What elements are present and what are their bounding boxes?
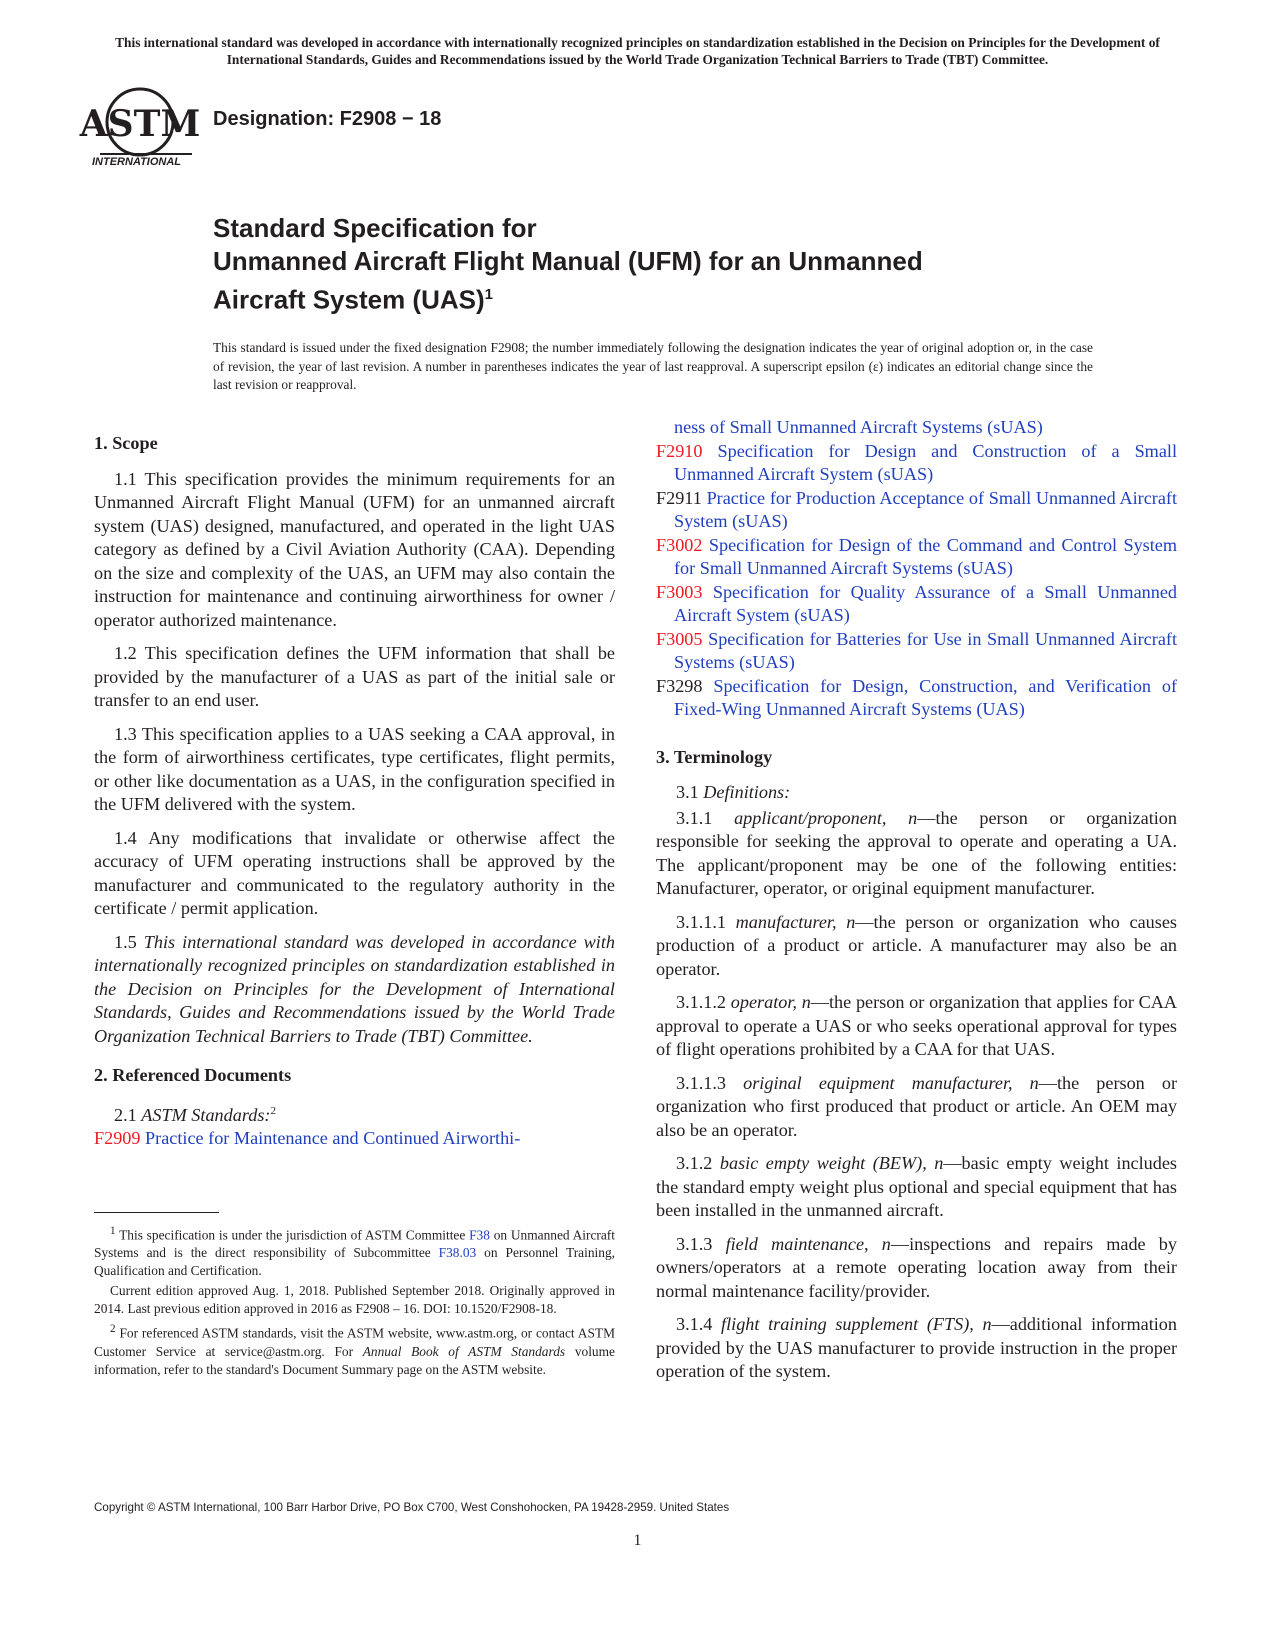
definition-term: operator, n [730, 992, 811, 1012]
definition-number: 3.1.2 [676, 1153, 713, 1173]
committee-link[interactable]: F38 [469, 1227, 490, 1243]
scope-paragraph-1-1: 1.1 This specification provides the minimum requirements for an Unmanned Aircraft Flight Manual (UFM) for an unmanned aircraft system (UAS) designed, manufactured, and operated in the light UAS category as defined by a Civil Aviation Authority (CAA). Depending on the size and complexity of the UAS, an UFM may also contain the instruction for maintenance and continuing airworthiness for owner / operator authorized maintenance. [94, 468, 615, 630]
section-heading-referenced-documents: 2. Referenced Documents [94, 1065, 292, 1085]
definition-3-1-2 [656, 1152, 1177, 1223]
definition-text: —the person or organization who causes production of a product or article. A manufacturer may also be an operator. [656, 911, 1177, 979]
definition-3-1-4 [656, 1313, 1177, 1384]
reference-title[interactable]: Specification for Design and Construction of a Small Unmanned Aircraft System (sUAS) [674, 440, 1178, 484]
definition-number: 3.1.1.1 [676, 911, 727, 932]
footnote-marker: 2 [110, 1323, 116, 1336]
scope-paragraph-1-3: 1.3 This specification applies to a UAS seeking a CAA approval, in the form of airworthiness certificates, type certificates, flight permits, or other like documentation as a UAS, in the configuration specified in the UFM delivered with the system. [94, 723, 615, 814]
definition-text: —the person or organization who first produced that product or article. An OEM may also be an operator. [656, 1072, 1178, 1140]
scope-paragraph-1-2: 1.2 This specification defines the UFM information that shall be provided by the manufacturer of a UAS as part of the initial sale or transfer to an end user. [94, 643, 615, 710]
reference-code[interactable]: F2909 [94, 1128, 141, 1149]
reference-title[interactable]: Practice for Maintenance and Continued Airworthi- [145, 1128, 521, 1149]
definition-number: 3.1.3 [676, 1233, 713, 1254]
footnote-text: on Personnel Training, Qualification and Certification. [94, 1245, 615, 1279]
reference-code[interactable]: F2910 [656, 440, 703, 461]
definitions-subheading [656, 781, 1177, 805]
paragraph-number: 3.1 [676, 782, 699, 802]
reference-f3002[interactable] [656, 534, 1177, 581]
reference-f3005[interactable] [656, 628, 1177, 675]
reference-code[interactable]: F3005 [656, 628, 703, 649]
title-line-1: Standard Specification for [213, 213, 537, 243]
footnote-marker: 1 [110, 1225, 116, 1237]
definition-number: 3.1.1 [676, 807, 713, 828]
right-column [656, 416, 1177, 1394]
subcommittee-link[interactable]: F38.03 [438, 1245, 477, 1261]
footnote-2 [94, 1320, 615, 1378]
definition-term: flight training supplement (FTS), n [721, 1314, 992, 1334]
scope-paragraph-1-5 [94, 931, 615, 1049]
footnote-divider [94, 1212, 219, 1213]
section-heading-scope: 1. Scope [94, 433, 158, 453]
scope-paragraph-1-4: 1.4 Any modifications that invalidate or otherwise affect the accuracy of UFM operating instructions shall be approved by the manufacturer and communicated to the regulatory authority in the certificate / permit application. [94, 827, 615, 918]
standards-notice: This international standard was developed in accordance with internationally recognized principles on standardization established in the Decision on Principles for the Development of International Standards, Guides and Recommendations issued by the World Trade Organization Technical Barriers to Trade (TBT) Committee. [115, 35, 1160, 67]
definition-3-1-1-2 [656, 991, 1177, 1062]
reference-title[interactable]: Specification for Design of the Command and Control System for Small Unmanned Aircraft Systems (sUAS) [674, 534, 1178, 578]
definition-3-1-1-1 [656, 911, 1177, 982]
definitions-label: Definitions: [703, 782, 791, 802]
definition-term: applicant/proponent, n [734, 807, 918, 828]
reference-f2909-continued[interactable]: ness of Small Unmanned Aircraft Systems (sUAS) [674, 417, 1043, 437]
footnote-1 [94, 1222, 615, 1280]
reference-code[interactable]: F3003 [656, 581, 703, 602]
reference-f3003[interactable] [656, 581, 1177, 628]
title-line-3 [213, 278, 1093, 317]
title-line-2: Unmanned Aircraft Flight Manual (UFM) for an Unmanned [213, 246, 923, 276]
reference-title[interactable]: Specification for Quality Assurance of a Small Unmanned Aircraft System (sUAS) [674, 581, 1177, 625]
definition-term: manufacturer, n [735, 911, 856, 932]
footnote-text: For referenced ASTM standards, visit the ASTM website, www.astm.org, or contact ASTM Customer Service at service@astm.org. For [94, 1325, 615, 1359]
logo-text: INTERNATIONAL [92, 156, 182, 168]
reference-code: F3298 [656, 675, 703, 696]
document-title [213, 212, 1093, 317]
title-line-3-text: Aircraft System (UAS) [213, 284, 485, 315]
reference-code: F2911 [656, 487, 702, 508]
paragraph-number: 1.5 [114, 931, 137, 952]
page-number: 1 [633, 1532, 642, 1549]
definition-text: —inspections and repairs made by owners/operators at a remote operating location away from their normal maintenance facility/provider. [656, 1233, 1177, 1301]
wto-statement: This international standard was developed in accordance with internationally recognized principles on standardization established in the Decision on Principles for the Development of International Standards, Guides and Recommendations issued by the World Trade Organization Technical Barriers to Trade (TBT) Committee. [94, 931, 616, 1046]
reference-f2909[interactable] [94, 1127, 615, 1151]
definition-text: —the person or organization responsible for seeking the approval to operate and operating a UA. The applicant/proponent may be one of the following entities: Manufacturer, operator, or original equipment manufacturer. [656, 807, 1177, 898]
reference-f3298[interactable] [656, 675, 1177, 722]
annual-book-title: Annual Book of ASTM Standards [362, 1343, 566, 1359]
svg-text:ASTM: ASTM [79, 103, 201, 145]
definition-number: 3.1.1.3 [676, 1072, 727, 1093]
issuance-note: This standard is issued under the fixed designation F2908; the number immediately following the designation indicates the year of original adoption or, in the case of revision, the year of last revision. A number in parentheses indicates the year of last reapproval. A superscript epsilon (ε) indicates an editorial change since the last revision or reapproval. [213, 340, 1093, 392]
definition-3-1-1 [656, 807, 1177, 901]
definition-term: original equipment manufacturer, n [743, 1072, 1039, 1093]
section-heading-terminology: 3. Terminology [656, 746, 773, 767]
footnote-marker: 2 [270, 1104, 276, 1117]
definition-3-1-3 [656, 1233, 1177, 1304]
definition-3-1-1-3 [656, 1072, 1177, 1143]
definition-term: basic empty weight (BEW), n [719, 1153, 944, 1173]
definition-number: 3.1.1.2 [676, 992, 727, 1012]
left-column [94, 432, 615, 1151]
footnote-text: volume information, refer to the standard's Document Summary page on the ASTM website. [94, 1343, 615, 1377]
copyright-notice: Copyright © ASTM International, 100 Barr Harbor Drive, PO Box C700, West Conshohocken, PA 19428-2959. United States [94, 1501, 730, 1514]
footnote-text: This specification is under the jurisdiction of ASTM Committee [119, 1227, 466, 1243]
definition-text: —basic empty weight includes the standard empty weight plus optional and special equipment that has been installed in the unmanned aircraft. [656, 1153, 1177, 1220]
footnote-text: on Unmanned Aircraft Systems and is the direct responsibility of Subcommittee [94, 1227, 615, 1261]
definition-text: —the person or organization that applies for CAA approval to operate a UAS or who seeks operational approval for types of flight operations prohibited by a CAA for that UAS. [656, 992, 1178, 1059]
reference-title[interactable]: Practice for Production Acceptance of Small Unmanned Aircraft System (sUAS) [674, 487, 1178, 531]
title-footnote-marker: 1 [484, 286, 493, 303]
definition-text: —additional information provided by the UAS manufacturer to provide instruction in the proper operation of the system. [656, 1314, 1177, 1381]
reference-title[interactable]: Specification for Design, Construction, and Verification of Fixed-Wing Unmanned Aircraft Systems (UAS) [674, 675, 1178, 719]
definition-term: field maintenance, n [725, 1233, 891, 1254]
paragraph-number: 2.1 [114, 1104, 137, 1125]
designation: Designation: F2908 − 18 [213, 108, 442, 130]
reference-title[interactable]: Specification for Batteries for Use in Small Unmanned Aircraft Systems (sUAS) [674, 628, 1177, 672]
astm-logo [79, 86, 201, 180]
footnote-1-edition: Current edition approved Aug. 1, 2018. Published September 2018. Originally approved in 2014. Last previous edition approved in 2016 as F2908 – 16. DOI: 10.1520/F2908-18. [94, 1283, 615, 1317]
definition-number: 3.1.4 [676, 1314, 713, 1334]
astm-standards-subheading [94, 1100, 615, 1128]
reference-f2910[interactable] [656, 440, 1177, 487]
footnotes [94, 1222, 615, 1381]
reference-f2911[interactable] [656, 487, 1177, 534]
reference-code[interactable]: F3002 [656, 534, 703, 555]
astm-standards-label: ASTM Standards: [141, 1104, 271, 1125]
